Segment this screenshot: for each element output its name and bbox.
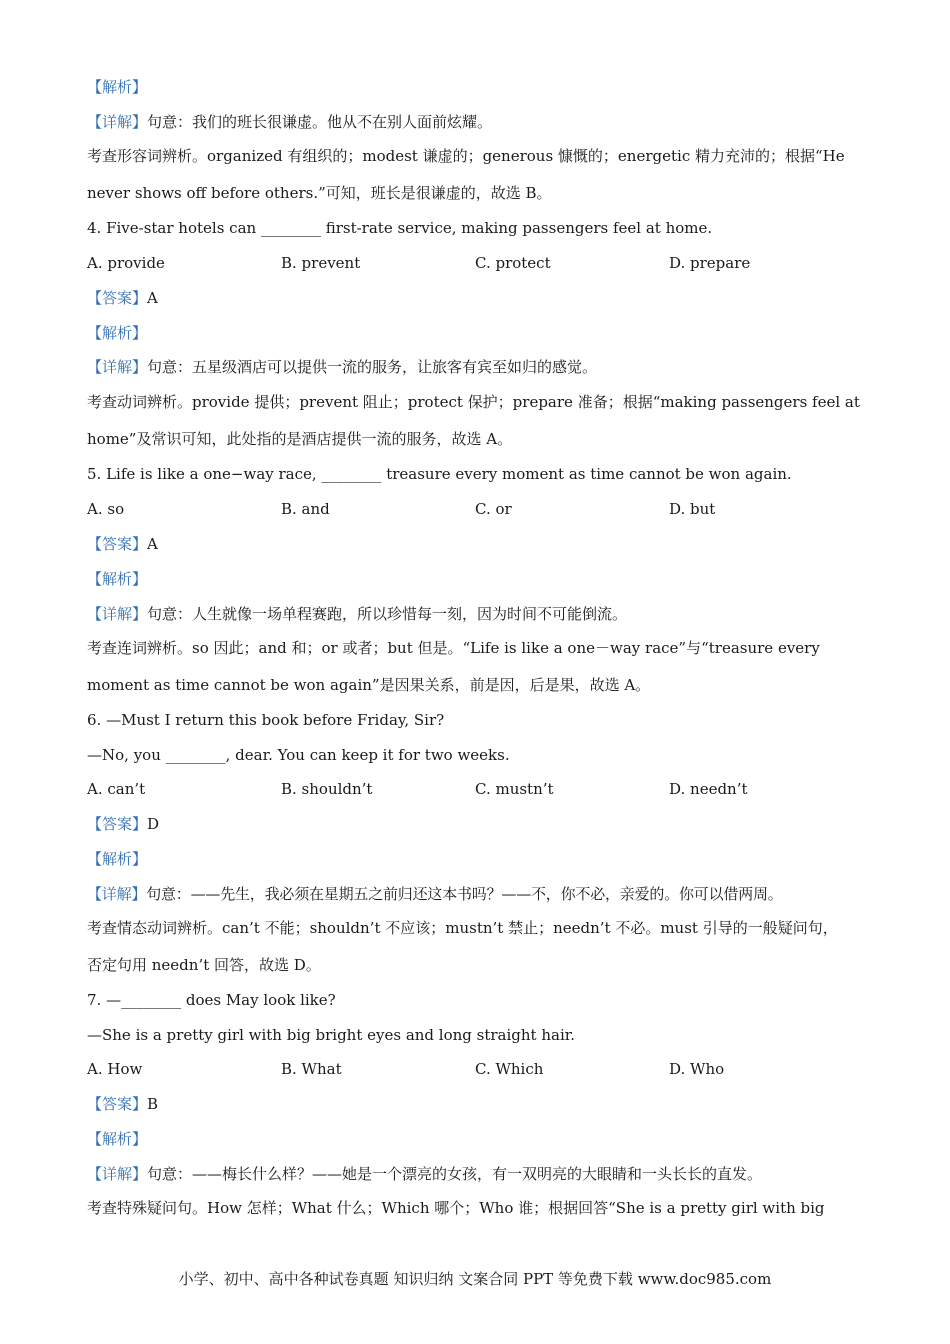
explanation-line: 考查特殊疑问句。How 怎样；What 什么；Which 哪个；Who 谁；根据回答“She is a pretty girl with big bbox=[87, 1199, 825, 1217]
option-a: A. can’t bbox=[87, 780, 146, 798]
detail-paragraph bbox=[87, 884, 880, 904]
explanation-line: 否定句用 needn’t 回答，故选 D。 bbox=[87, 956, 321, 974]
answer-value: A bbox=[147, 535, 158, 553]
detail-label: 【详解】 bbox=[87, 885, 147, 903]
detail-label: 【详解】 bbox=[87, 358, 148, 376]
detail-label: 【详解】 bbox=[87, 605, 148, 623]
option-d: D. prepare bbox=[669, 254, 751, 272]
analysis-label: 【解析】 bbox=[87, 1130, 148, 1148]
option-d: D. needn’t bbox=[669, 780, 748, 798]
answer-line bbox=[87, 288, 870, 308]
option-d: D. Who bbox=[669, 1060, 725, 1078]
detail-text: 句意：——梅长什么样？——她是一个漂亮的女孩，有一双明亮的大眼睛和一头长长的直发。 bbox=[147, 1165, 763, 1183]
explanation-line: never shows off before others.”可知，班长是很谦虚的，故选 B。 bbox=[87, 184, 552, 202]
analysis-label: 【解析】 bbox=[87, 324, 148, 342]
detail-text: 句意：五星级酒店可以提供一流的服务，让旅客有宾至如归的感觉。 bbox=[147, 358, 598, 376]
question-text: —No, you ________, dear. You can keep it for two weeks. bbox=[87, 746, 510, 764]
explanation-line: 考查情态动词辨析。can’t 不能；shouldn’t 不应该；mustn’t 禁止；needn’t 不必。must 引导的一般疑问句， bbox=[87, 919, 838, 937]
question-text: —She is a pretty girl with big bright eyes and long straight hair. bbox=[87, 1026, 576, 1044]
explanation-line: home”及常识可知，此处指的是酒店提供一流的服务，故选 A。 bbox=[87, 430, 513, 448]
answer-label: 【答案】 bbox=[87, 815, 148, 833]
question-text: 4. Five-star hotels can ________ first-rate service, making passengers feel at home. bbox=[87, 219, 713, 237]
page-footer: 小学、初中、高中各种试卷真题 知识归纳 文案合同 PPT 等免费下载 www.doc985.com bbox=[178, 1270, 772, 1288]
detail-label: 【详解】 bbox=[87, 1165, 148, 1183]
answer-label: 【答案】 bbox=[87, 289, 148, 307]
detail-label: 【详解】 bbox=[87, 113, 148, 131]
option-a: A. so bbox=[87, 500, 125, 518]
detail-text: 句意：——先生，我必须在星期五之前归还这本书吗？——不，你不必，亲爱的。你可以借两周。 bbox=[146, 885, 783, 903]
question-text: 5. Life is like a one−way race, ________ treasure every moment as time cannot be won again. bbox=[87, 465, 792, 483]
answer-line bbox=[87, 814, 870, 834]
option-d: D. but bbox=[669, 500, 716, 518]
answer-line bbox=[87, 1094, 870, 1114]
detail-text: 句意：我们的班长很谦虚。他从不在别人面前炫耀。 bbox=[147, 113, 493, 131]
explanation-line: moment as time cannot be won again”是因果关系，前是因，后是果，故选 A。 bbox=[87, 676, 651, 694]
detail-paragraph bbox=[87, 604, 870, 624]
question-text: 6. —Must I return this book before Friday, Sir? bbox=[87, 711, 445, 729]
option-b: B. What bbox=[281, 1060, 342, 1078]
option-b: B. shouldn’t bbox=[281, 780, 373, 798]
explanation-line: 考查动词辨析。provide 提供；prevent 阻止；protect 保护；prepare 准备；根据“making passengers feel at bbox=[87, 393, 860, 411]
option-c: C. Which bbox=[475, 1060, 544, 1078]
detail-paragraph bbox=[87, 357, 870, 377]
option-c: C. protect bbox=[475, 254, 551, 272]
answer-line bbox=[87, 534, 870, 554]
option-c: C. or bbox=[475, 500, 512, 518]
option-a: A. How bbox=[87, 1060, 143, 1078]
explanation-line: 考查形容词辨析。organized 有组织的；modest 谦虚的；generous 慷慨的；energetic 精力充沛的；根据“He bbox=[87, 147, 845, 165]
answer-value: A bbox=[147, 289, 158, 307]
option-b: B. prevent bbox=[281, 254, 361, 272]
analysis-label: 【解析】 bbox=[87, 850, 148, 868]
answer-value: B bbox=[147, 1095, 159, 1113]
detail-paragraph bbox=[87, 1164, 870, 1184]
explanation-line: 考查连词辨析。so 因此；and 和；or 或者；but 但是。“Life is like a one－way race”与“treasure every bbox=[87, 639, 820, 657]
answer-label: 【答案】 bbox=[87, 1095, 148, 1113]
question-text: 7. —________ does May look like? bbox=[87, 991, 336, 1009]
detail-text: 句意：人生就像一场单程赛跑，所以珍惜每一刻，因为时间不可能倒流。 bbox=[147, 605, 628, 623]
detail-paragraph bbox=[87, 112, 870, 132]
analysis-label: 【解析】 bbox=[87, 78, 148, 96]
option-a: A. provide bbox=[87, 254, 165, 272]
analysis-label: 【解析】 bbox=[87, 570, 148, 588]
answer-value: D bbox=[147, 815, 160, 833]
answer-label: 【答案】 bbox=[87, 535, 148, 553]
option-b: B. and bbox=[281, 500, 330, 518]
option-c: C. mustn’t bbox=[475, 780, 554, 798]
